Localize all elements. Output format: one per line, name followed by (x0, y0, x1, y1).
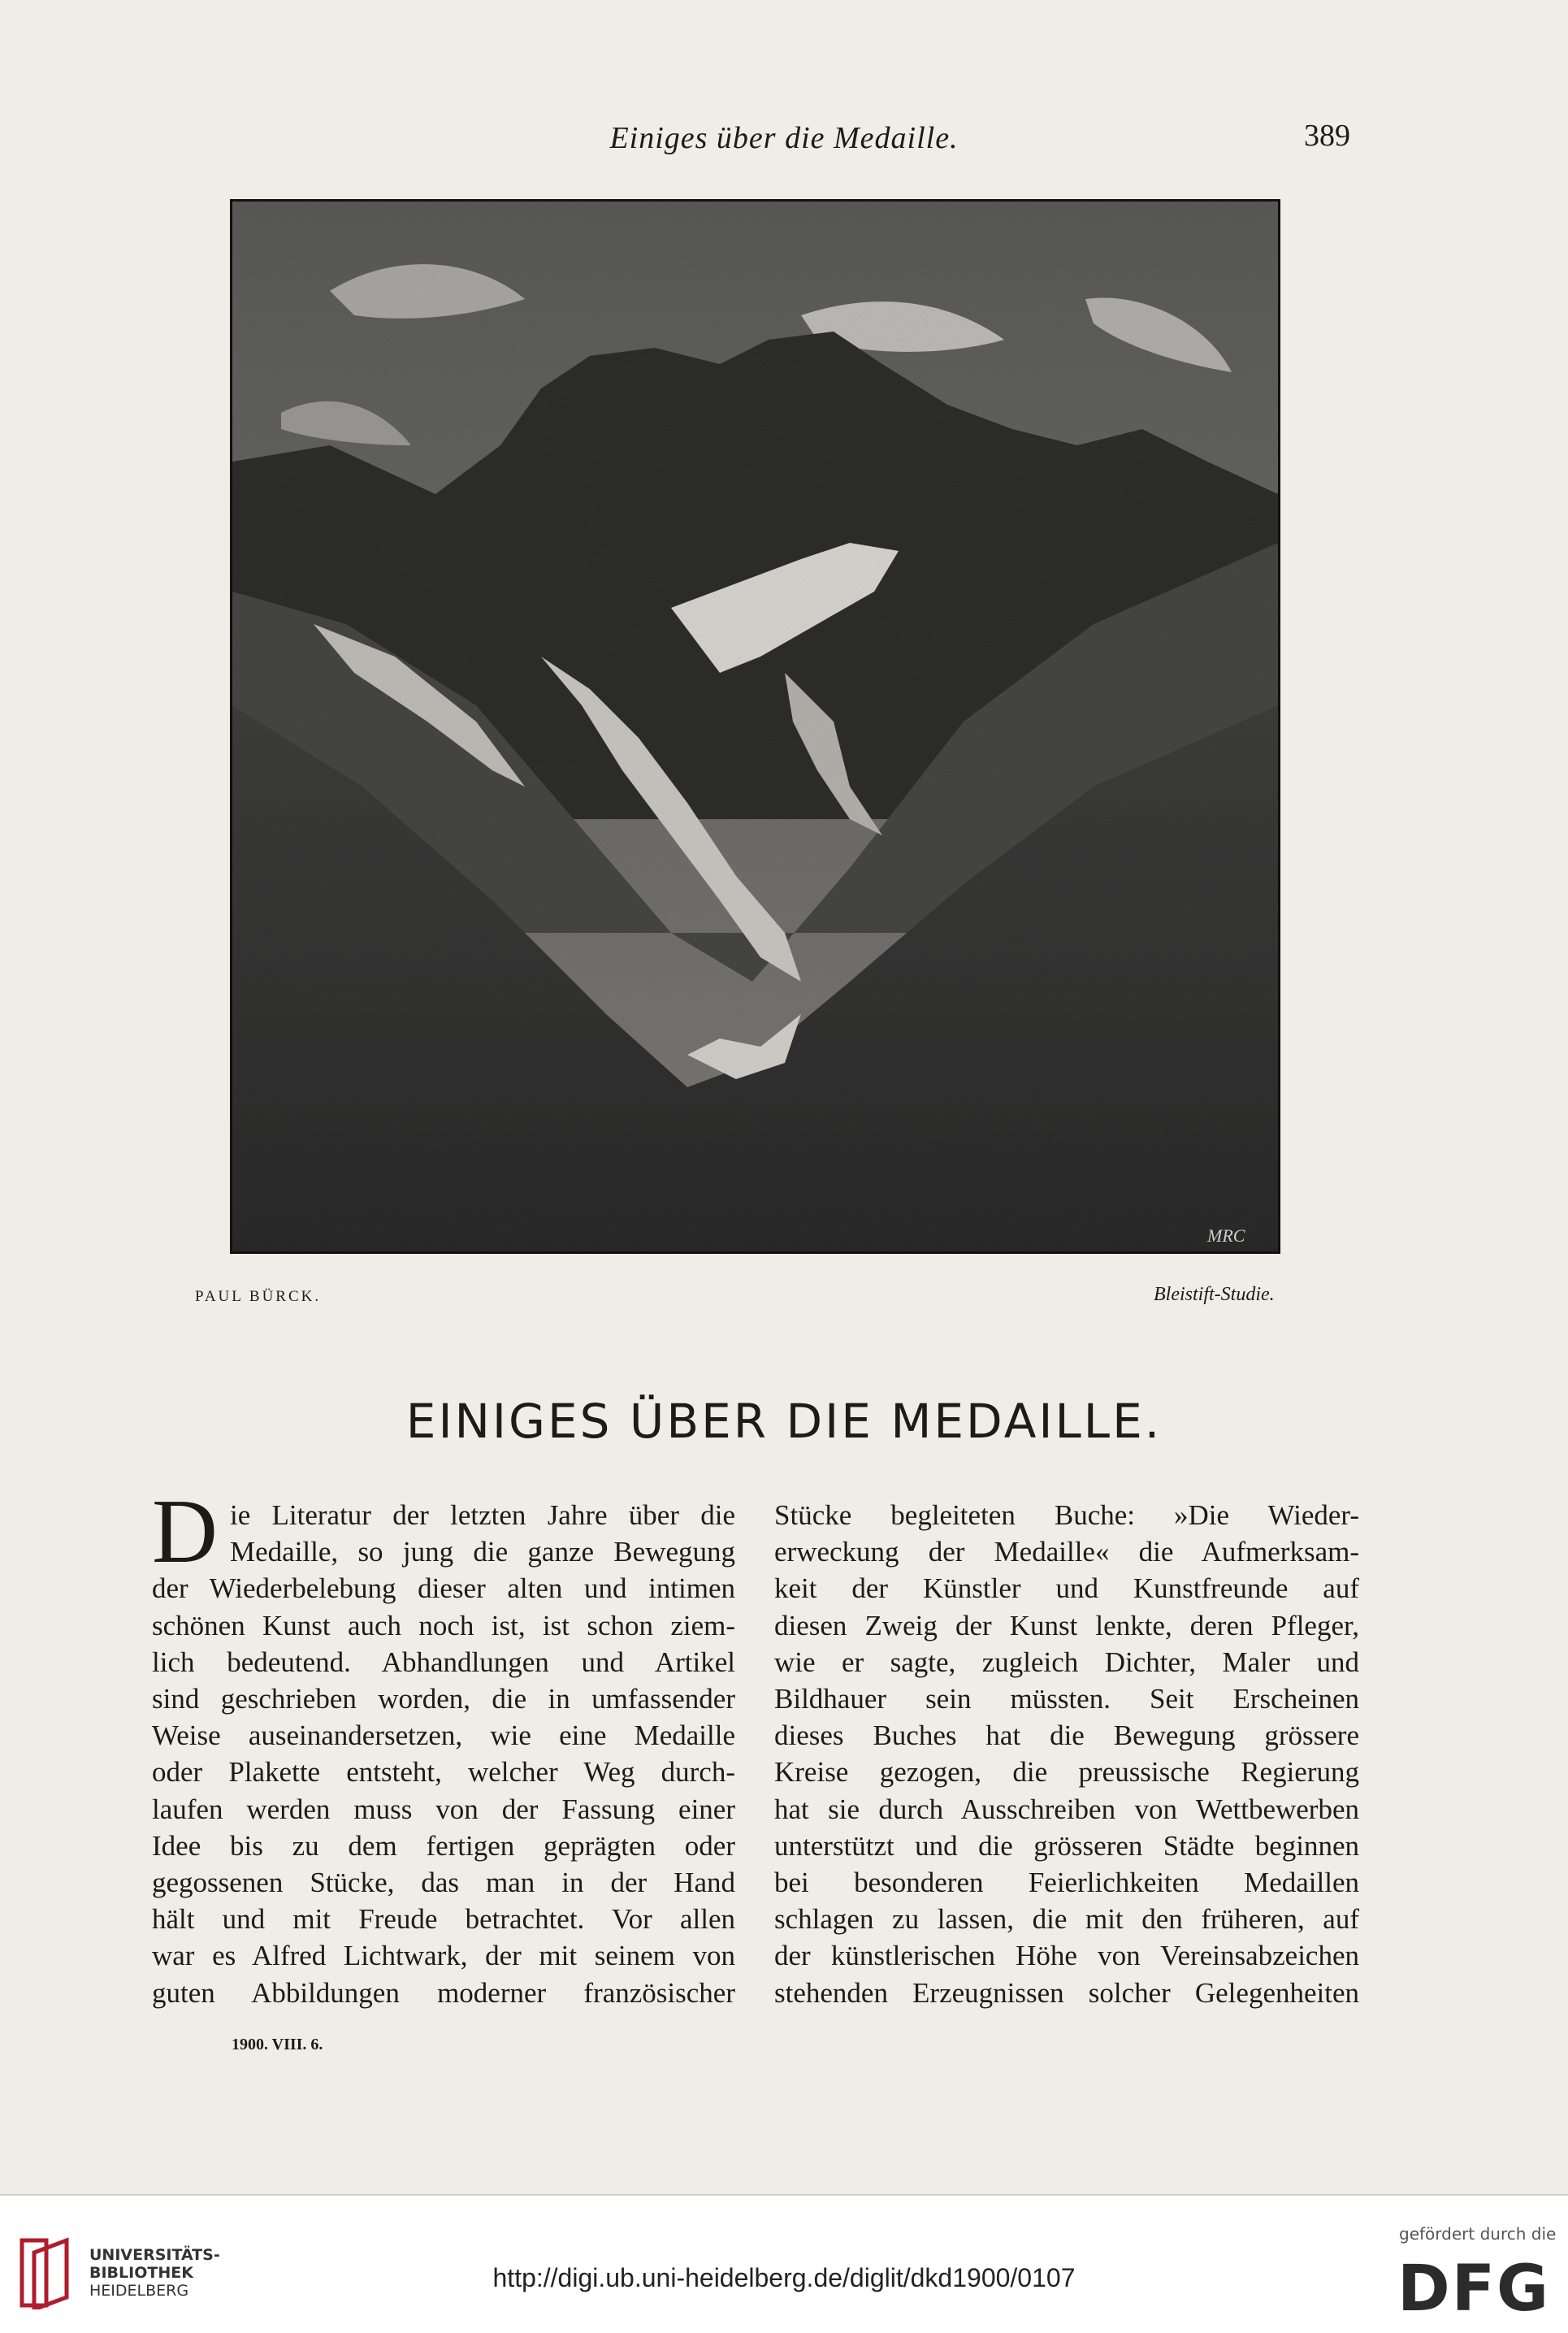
text-line: hält und mit Freude betrachtet. Vor allen (152, 1903, 735, 1936)
text-line: dieses Buches hat die Bewegung grössere (774, 1719, 1359, 1752)
text-line: erweckung der Medaille« die Aufmerksam- (774, 1536, 1359, 1568)
text-line: Medaille, so jung die ganze Bewegung (230, 1536, 735, 1568)
text-line: Kreise gezogen, die preussische Regierung (774, 1756, 1359, 1789)
text-line: diesen Zweig der Kunst lenkte, deren Pfleger, (774, 1609, 1359, 1641)
artist-caption: PAUL BÜRCK. (195, 1288, 322, 1305)
text-line: bei besonderen Feierlichkeiten Medaillen (774, 1867, 1359, 1899)
text-line: schönen Kunst auch noch ist, ist schon ziem- (152, 1609, 735, 1641)
permalink[interactable]: http://digi.ub.uni-heidelberg.de/diglit/dkd1900/0107 (492, 2263, 1076, 2292)
text-line: Weise auseinandersetzen, wie eine Medaille (152, 1719, 735, 1752)
text-line: oder Plakette entsteht, welcher Weg durch- (152, 1756, 735, 1789)
digitization-footer (0, 2194, 1568, 2333)
text-line: der Wiederbelebung dieser alten und intimen (152, 1572, 735, 1605)
text-line: stehenden Erzeugnissen solcher Gelegenheiten (774, 1976, 1359, 2009)
library-name-line: HEIDELBERG (89, 2282, 189, 2300)
article-title: EINIGES ÜBER DIE MEDAILLE. (405, 1394, 1163, 1449)
text-line: war es Alfred Lichtwark, der mit seinem von (152, 1940, 735, 1972)
right-column (774, 1497, 1359, 2011)
text-line: der künstlerischen Höhe von Vereinsabzeichen (774, 1940, 1359, 1972)
library-name-line: UNIVERSITÄTS- (89, 2246, 220, 2264)
artist-monogram: MRC (1207, 1225, 1245, 1246)
running-head: Einiges über die Medaille. (609, 121, 959, 155)
text-line: Stücke begleiteten Buche: »Die Wieder- (774, 1499, 1359, 1531)
mountain-drawing (232, 202, 1278, 1251)
text-line: wie er sagte, zugleich Dichter, Maler und (774, 1646, 1359, 1678)
drop-cap: D (152, 1481, 218, 1582)
text-line: sind geschrieben worden, die in umfassender (152, 1683, 735, 1715)
text-line: lich bedeutend. Abhandlungen und Artikel (152, 1646, 735, 1678)
text-line: schlagen zu lassen, die mit den früheren, auf (774, 1903, 1359, 1936)
technique-caption: Bleistift-Studie. (1154, 1284, 1275, 1305)
page-number: 389 (1304, 119, 1350, 153)
text-line: laufen werden muss von der Fassung einer (152, 1793, 735, 1825)
dfg-logo: DFG (1397, 2253, 1551, 2326)
text-line: Idee bis zu dem fertigen geprägten oder (152, 1829, 735, 1862)
text-line: gegossenen Stücke, das man in der Hand (152, 1867, 735, 1899)
library-name-line: BIBLIOTHEK (89, 2264, 193, 2282)
text-line: hat sie durch Ausschreiben von Wettbewerben (774, 1793, 1359, 1825)
text-line: Bildhauer sein müssten. Seit Erscheinen (774, 1683, 1359, 1715)
text-line: unterstützt und die grösseren Städte beginnen (774, 1829, 1359, 1862)
text-line: guten Abbildungen moderner französischer (152, 1976, 735, 2009)
signature-mark: 1900. VIII. 6. (232, 2036, 323, 2053)
funded-by-label: gefördert durch die (1399, 2224, 1557, 2244)
mountain-illustration (230, 199, 1280, 1254)
left-column (152, 1481, 735, 2011)
text-line: keit der Künstler und Kunstfreunde auf (774, 1572, 1359, 1605)
text-line: ie Literatur der letzten Jahre über die (230, 1499, 735, 1531)
